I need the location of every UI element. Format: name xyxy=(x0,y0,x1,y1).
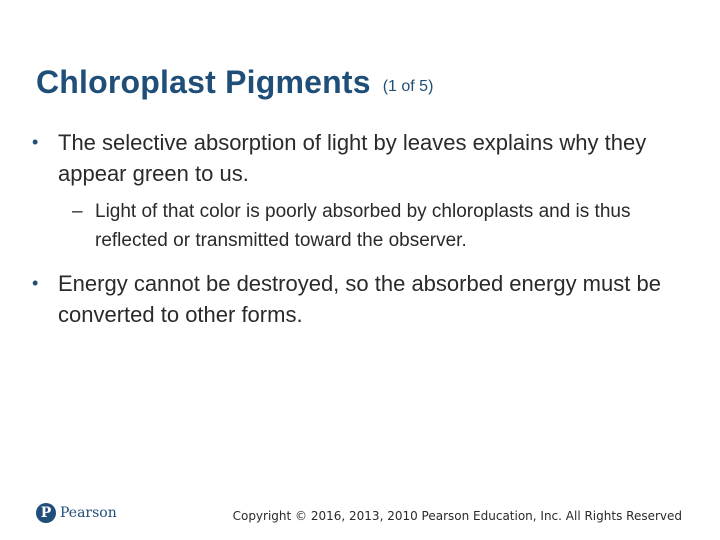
title-page-indicator: (1 of 5) xyxy=(382,78,434,95)
bullet-marker: • xyxy=(32,273,39,293)
title-text: Chloroplast Pigments xyxy=(36,64,371,100)
sub-bullet-marker: – xyxy=(72,201,83,222)
bullet-text: Energy cannot be destroyed, so the absorbed energy must be converted to other forms. xyxy=(58,271,661,327)
pearson-logo-text: Pearson xyxy=(60,505,117,521)
slide-title xyxy=(36,64,433,101)
pearson-logo xyxy=(36,502,117,524)
sub-bullet-item xyxy=(72,197,702,255)
bullet-marker: • xyxy=(32,132,39,152)
sub-bullet-text: Light of that color is poorly absorbed by chloroplasts and is thus reflected or transmitted toward the observer. xyxy=(95,201,631,251)
bullet-item xyxy=(32,268,692,330)
copyright-notice: Copyright © 2016, 2013, 2010 Pearson Education, Inc. All Rights Reserved xyxy=(232,509,682,523)
bullet-text: The selective absorption of light by leaves explains why they appear green to us. xyxy=(58,130,647,186)
bullet-item xyxy=(32,127,692,189)
pearson-logo-icon: P xyxy=(36,503,56,523)
